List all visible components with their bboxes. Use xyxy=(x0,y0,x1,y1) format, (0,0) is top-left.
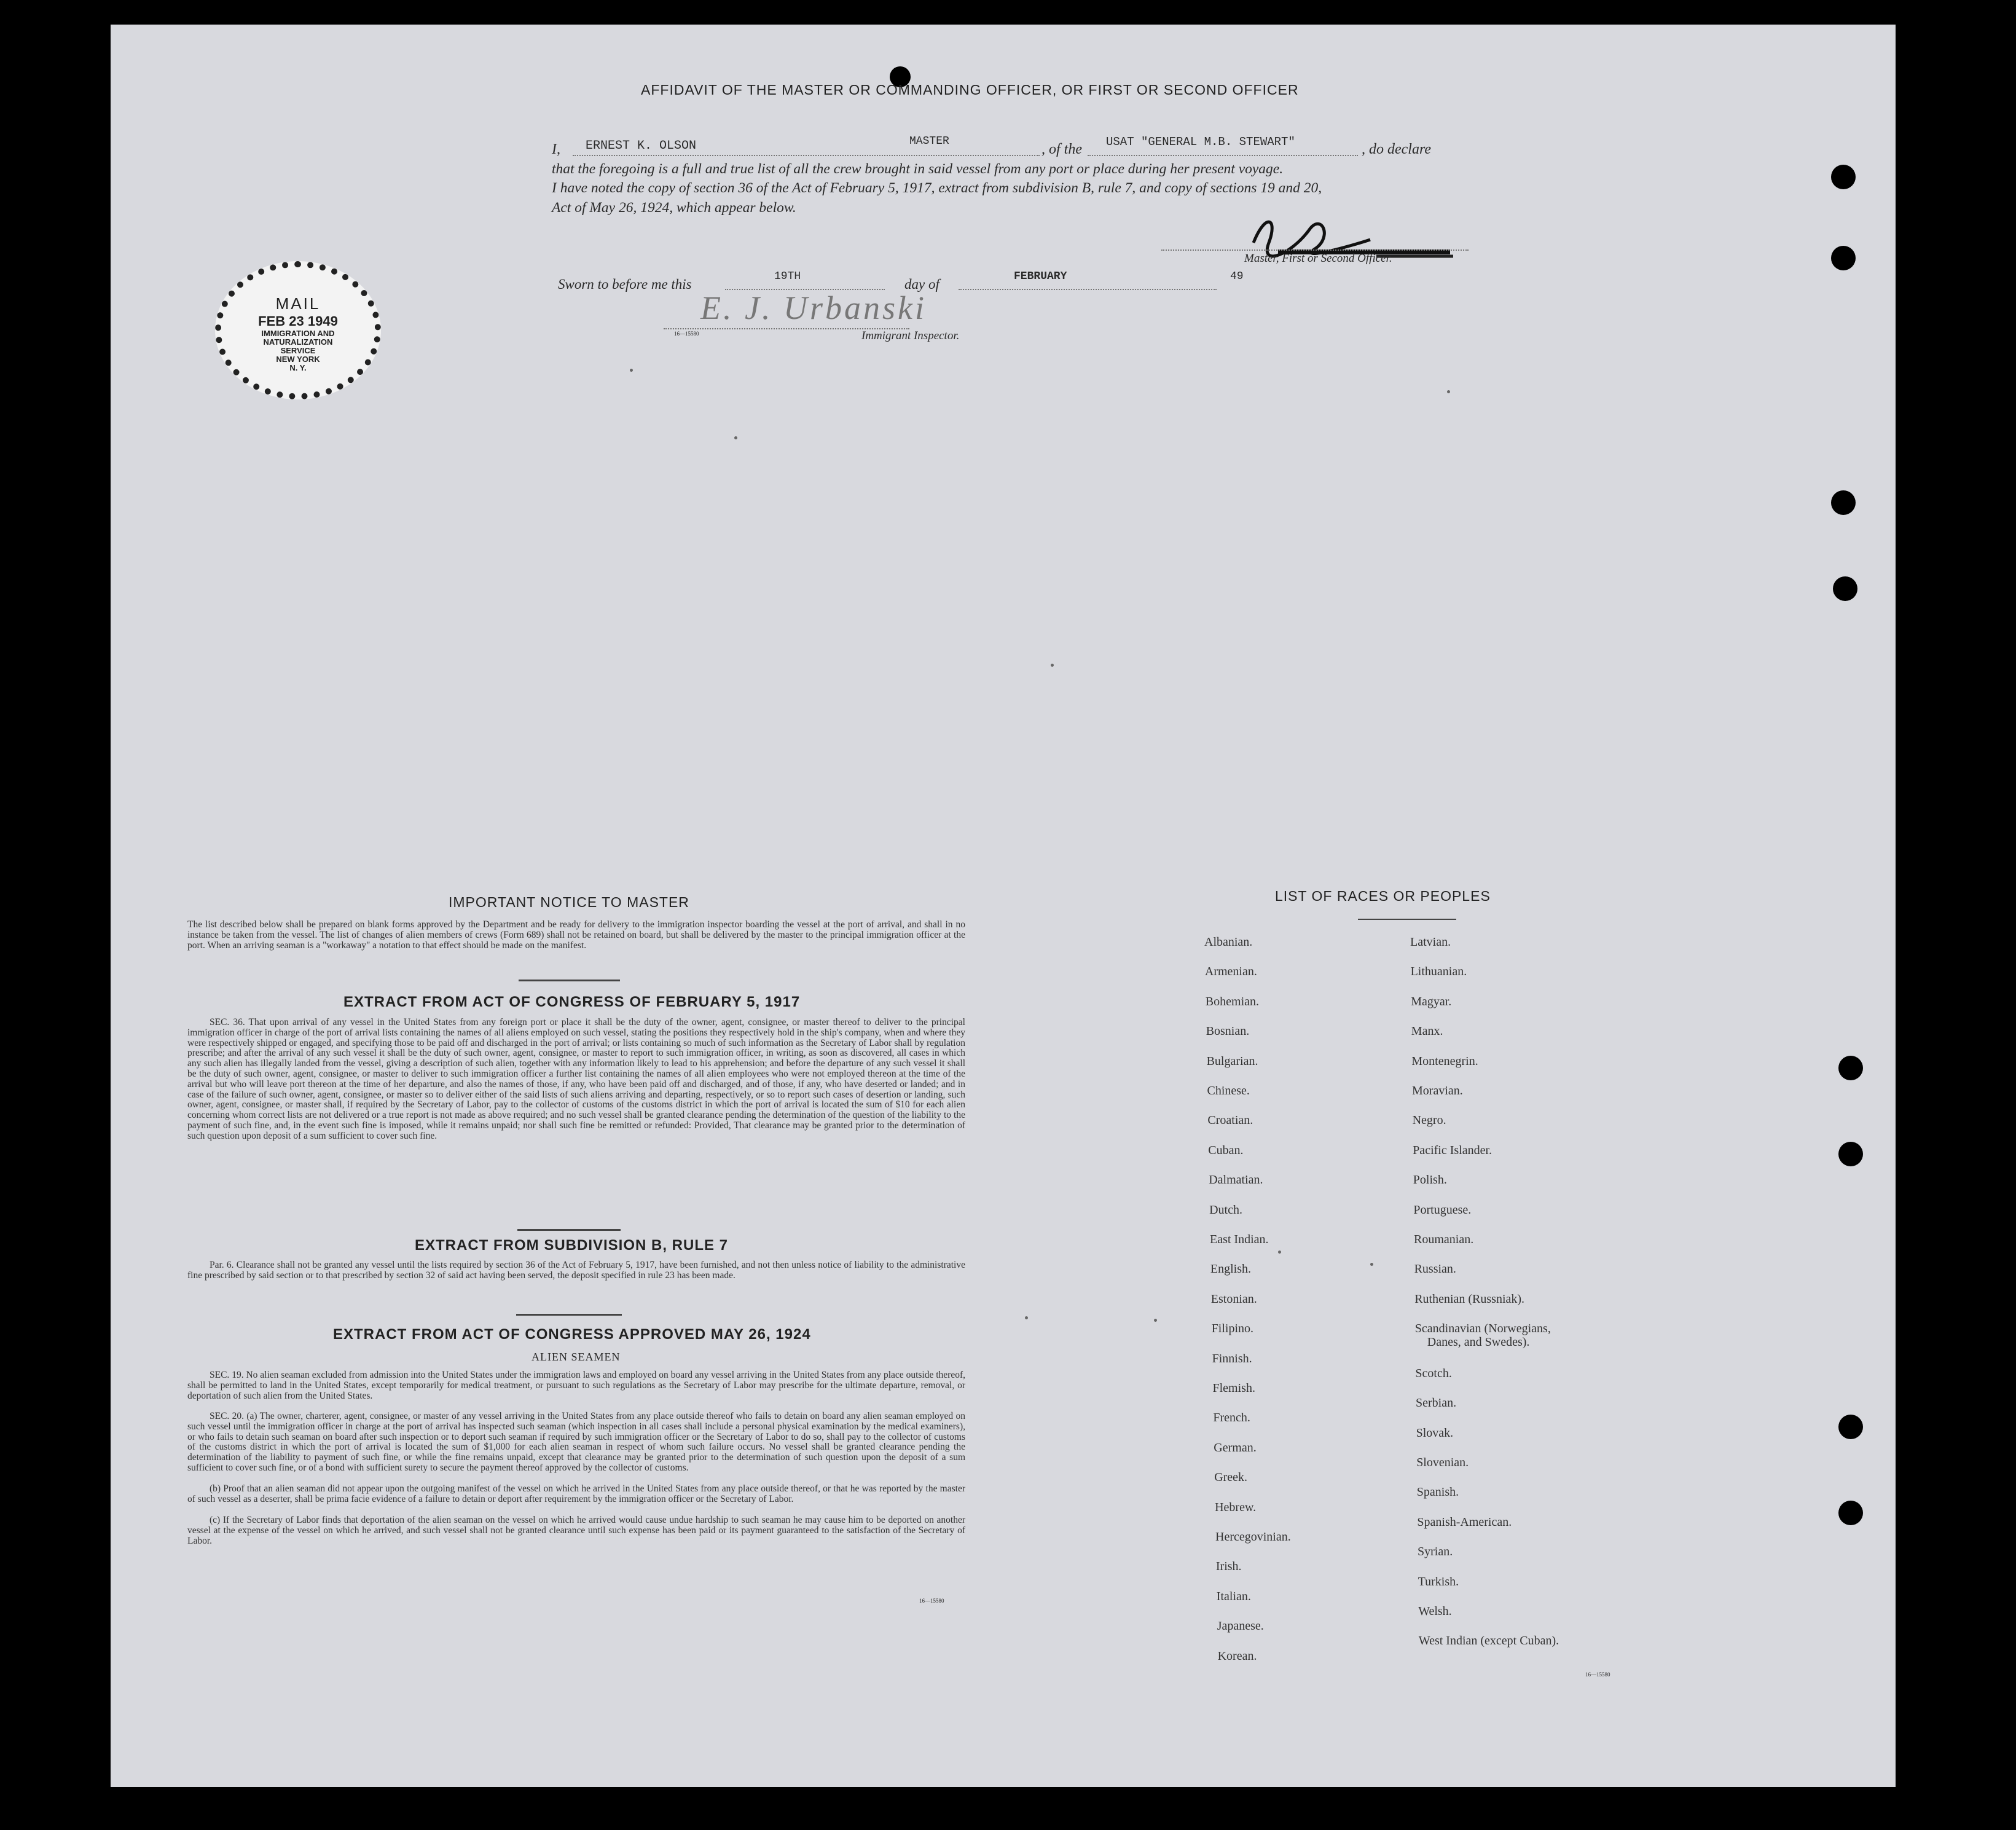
speck xyxy=(734,436,737,439)
sworn-month: FEBRUARY xyxy=(1014,270,1067,283)
race-item: Finnish. xyxy=(1212,1351,1252,1365)
extract-1917-title: EXTRACT FROM ACT OF CONGRESS OF FEBRUARY 5, 1917 xyxy=(343,994,801,1010)
speck xyxy=(1447,390,1450,393)
race-item: German. xyxy=(1214,1440,1257,1455)
sworn-day: 19TH xyxy=(774,270,801,283)
speck xyxy=(1154,1319,1157,1322)
race-item: English. xyxy=(1210,1262,1252,1276)
affidavit-line-2: that the foregoing is a full and true list of all the crew brought in said vessel from any port or place during her present voyage. xyxy=(552,161,1284,177)
affidavit-line-4: Act of May 26, 1924, which appear below. xyxy=(552,200,796,216)
alien-seamen-subtitle: ALIEN SEAMEN xyxy=(531,1351,621,1363)
divider xyxy=(1358,919,1456,920)
name-dotted-line xyxy=(573,155,1040,156)
race-item: French. xyxy=(1213,1411,1250,1425)
race-item: Hercegovinian. xyxy=(1215,1530,1291,1544)
race-item: Spanish. xyxy=(1416,1485,1459,1499)
punch-hole xyxy=(1831,490,1856,515)
day-of-label: day of xyxy=(904,277,939,292)
race-item: Manx. xyxy=(1411,1024,1443,1039)
of-the-label: , of the xyxy=(1041,141,1082,157)
race-item: Spanish-American. xyxy=(1417,1515,1512,1529)
affidavit-title: AFFIDAVIT OF THE MASTER OR COMMANDING OFFICER, OR FIRST OR SECOND OFFICER xyxy=(641,82,1299,98)
declare-label: , do declare xyxy=(1362,141,1432,157)
race-item: Syrian. xyxy=(1418,1545,1453,1559)
punch-hole xyxy=(1831,165,1856,189)
mail-received-stamp xyxy=(215,261,381,399)
extract-1917-text: SEC. 36. That upon arrival of any vessel in the United States from any foreign port or place it shall be the duty of the owner, agent, consignee, or master thereof to deliver to the principal immigration officer in charge of the port of arrival lists containing the names of all aliens employed on such vessel, stating the positions they respectively hold in the ship's company, when and where they were respectively shipped or engaged, and specifying those to be paid off and discharged in the port of arrival; or lists containing so much of such information as the Secretary of Labor shall by regulation prescribe; and after the arrival of any such vessel it shall be the duty of such owner, agent, consignee, or master to report to such immigration officer, in writing, as soon as discovered, all cases in which any such alien has illegally landed from the vessel, giving a description of such alien, together with any information likely to lead to his apprehension; and before the departure of any such vessel it shall be the duty of such owner, agent, consignee, or master to deliver to such immigration officer a further list containing the names of all alien employees who were not employed thereon at the time of the arrival but who will leave port thereon at the time of her departure, and also the names of those, if any, who have been paid off and discharged, and of those, if any, who have deserted or landed; and in case of the failure of such owner, agent, consignee, or master so to deliver either of the said lists of such aliens arriving and departing, respectively, or so to report such cases of desertion or landing, such owner, agent, consignee, or master shall, if required by the Secretary of Labor, pay to the collector of customs of the customs district in which the port of arrival is located the sum of $10 for each alien concerning whom correct lists are not delivered or a true report is not made as above required; and no such vessel shall be granted clearance pending the determination of the question of the liability to the payment of such fine, and, in the event such fine is imposed, while it remains unpaid; nor shall such fine be remitted or refunded: Provided, That clearance may be granted prior to the determination of such question upon deposit of a sum sufficient to cover such fine. xyxy=(187,1017,965,1141)
race-item: West Indian (except Cuban). xyxy=(1418,1634,1559,1648)
race-item: Turkish. xyxy=(1418,1574,1459,1588)
extract-rule7-title: EXTRACT FROM SUBDIVISION B, RULE 7 xyxy=(415,1237,729,1254)
punch-hole xyxy=(1838,1415,1863,1439)
inspector-form-number: 16—15580 xyxy=(674,331,699,337)
race-item: Hebrew. xyxy=(1215,1500,1257,1514)
punch-hole xyxy=(1838,1501,1863,1525)
speck xyxy=(1370,1263,1373,1266)
race-item: Latvian. xyxy=(1410,935,1451,949)
race-item: Armenian. xyxy=(1204,965,1257,979)
race-item: Bosnian. xyxy=(1206,1024,1250,1039)
divider xyxy=(516,1314,622,1316)
race-item: Moravian. xyxy=(1412,1084,1463,1098)
race-item: Slovak. xyxy=(1416,1426,1454,1440)
race-item: Bulgarian. xyxy=(1206,1054,1258,1068)
stamp-agency: IMMIGRATION AND NATURALIZATION SERVICE xyxy=(261,329,335,355)
stamp-mail: MAIL xyxy=(275,294,321,313)
race-item: Japanese. xyxy=(1217,1619,1264,1633)
inspector-signature: E. J. Urbanski xyxy=(700,289,927,326)
race-item: Korean. xyxy=(1217,1649,1257,1663)
race-item: Dutch. xyxy=(1209,1203,1242,1217)
month-dotted-line xyxy=(959,289,1217,290)
punch-hole xyxy=(1831,246,1856,270)
sec-19-text: SEC. 19. No alien seaman excluded from admission into the United States under the immigration laws and employed on board any vessel arriving in the United States from any place outside thereof, shall be permitted to land in the United States, except temporarily for medical treatment, or pursuant to such regulations as the Secretary of Labor may prescribe for the ultimate departure, removal, or deportation of such alien from the United States. xyxy=(187,1370,965,1401)
inspector-caption: Immigrant Inspector. xyxy=(861,329,960,342)
race-item: Croatian. xyxy=(1207,1113,1253,1128)
stamp-city: NEW YORK xyxy=(276,355,320,364)
sec-20c-text: (c) If the Secretary of Labor finds that deportation of the alien seaman on the vessel on which he arrived would cause undue hardship to such seaman he may cause him to be deported on another vessel at the expense of the vessel on which he arrived, and such vessel shall not be granted clearance until such expense has been paid or its payment guaranteed to the satisfaction of the Secretary of Labor. xyxy=(187,1515,965,1546)
officer-name: ERNEST K. OLSON xyxy=(586,139,697,153)
extract-rule7-text: Par. 6. Clearance shall not be granted any vessel until the lists required by section 36 of the Act of February 5, 1917, have been furnished, and not then unless notice of liability to the administrative fine prescribed by said section or to that prescribed by section 32 of said act having been served, the deposit specified in rule 23 has been made. xyxy=(187,1260,965,1281)
divider xyxy=(519,980,620,981)
notice-text: The list described below shall be prepared on blank forms approved by the Department and be ready for delivery to the immigration inspector boarding the vessel at the port of arrival, and shall in no instance be taken from the vessel. The list of changes of alien members of crews (Form 689) shall not be retained on board, but shall be delivered by the master to the principal immigration officer at the port. When an arriving seaman is a "workaway" a notation to that effect should be made on the manifest. xyxy=(187,919,965,951)
race-item: Bohemian. xyxy=(1205,994,1260,1008)
divider xyxy=(517,1229,621,1231)
race-item: Ruthenian (Russniak). xyxy=(1414,1292,1525,1306)
race-item: Scandinavian (Norwegians, Danes, and Swedes). xyxy=(1414,1322,1551,1349)
race-item: Polish. xyxy=(1413,1173,1447,1187)
race-item: Slovenian. xyxy=(1416,1456,1469,1469)
sec-20b-text: (b) Proof that an alien seaman did not appear upon the outgoing manifest of the vessel on which he arrived in the United States from any place outside thereof, or that he was reported by the master of such vessel as a deserter, shall be prima facie evidence of a failure to detain or deport after requirement by the immigration officer or the Secretary of Labor. xyxy=(187,1483,965,1504)
race-item: Chinese. xyxy=(1207,1084,1250,1098)
master-caption: Master, First or Second Officer. xyxy=(1244,252,1392,265)
document-page xyxy=(111,25,1896,1787)
race-item: Cuban. xyxy=(1208,1143,1244,1157)
speck xyxy=(630,369,633,372)
affidavit-line-3: I have noted the copy of section 36 of the Act of February 5, 1917, extract from subdivision B, rule 7, and copy of sections 19 and 20, xyxy=(552,180,1322,196)
sworn-label: Sworn to before me this xyxy=(558,277,692,292)
signature-dotted-line xyxy=(1161,249,1469,251)
race-item: Irish. xyxy=(1215,1560,1242,1574)
race-item: Russian. xyxy=(1414,1262,1456,1276)
speck xyxy=(1025,1316,1028,1319)
affidavit-i-label: I, xyxy=(552,141,560,157)
race-item: Albanian. xyxy=(1204,935,1253,949)
sec-20a-text: SEC. 20. (a) The owner, charterer, agent, consignee, or master of any vessel arriving in the United States from any place outside thereof who fails to detain on board any alien seaman employed on such vessel until the immigration officer in charge at the port of arrival has inspected such seaman (which inspection in all cases shall include a personal physical examination by the medical examiners), or who fails to detain such seaman on board after such inspection or to deport such seaman if required by such immigration officer or the Secretary of Labor to do so, shall pay to the collector of customs of the customs district in which the port of arrival is located the sum of $1,000 for each alien seaman in respect of whom such failure occurs. No vessel shall be granted clearance pending the determination of the liability to payment of such fine, or while the fine remains unpaid, except that clearance may be granted prior to the determination of such question upon the deposit of a sum sufficient to cover such fine, or of a bond with sufficient surety to secure the payment thereof approved by the collector of customs. xyxy=(187,1411,965,1473)
race-item: Negro. xyxy=(1412,1113,1446,1128)
speck xyxy=(1278,1251,1281,1254)
punch-hole xyxy=(1838,1142,1863,1166)
race-item: Greek. xyxy=(1214,1471,1248,1485)
race-item: Pacific Islander. xyxy=(1413,1143,1492,1157)
punch-hole xyxy=(1833,576,1857,601)
extract-1924-title: EXTRACT FROM ACT OF CONGRESS APPROVED MAY 26, 1924 xyxy=(333,1326,811,1343)
race-item: Dalmatian. xyxy=(1209,1173,1263,1187)
races-title: LIST OF RACES OR PEOPLES xyxy=(1275,888,1491,904)
sworn-year: 49 xyxy=(1230,270,1244,283)
officer-rank: MASTER xyxy=(909,135,949,147)
race-item: Filipino. xyxy=(1211,1322,1254,1336)
stamp-date: FEB 23 1949 xyxy=(258,313,338,329)
races-form-number: 16—15580 xyxy=(1585,1671,1610,1678)
vessel-dotted-line xyxy=(1088,155,1358,156)
race-item: Flemish. xyxy=(1212,1381,1255,1395)
race-item: Estonian. xyxy=(1210,1292,1257,1306)
notice-title: IMPORTANT NOTICE TO MASTER xyxy=(449,894,689,910)
race-item: Roumanian. xyxy=(1414,1233,1474,1246)
race-item: Montenegrin. xyxy=(1411,1054,1478,1068)
race-item: Magyar. xyxy=(1411,994,1452,1008)
race-item: Lithuanian. xyxy=(1410,965,1467,979)
race-item: Serbian. xyxy=(1416,1396,1457,1410)
race-item: Welsh. xyxy=(1418,1604,1452,1618)
race-item: Portuguese. xyxy=(1413,1203,1472,1217)
race-item: East Indian. xyxy=(1210,1233,1269,1246)
race-item: Italian. xyxy=(1216,1589,1251,1603)
stamp-state: N. Y. xyxy=(289,363,307,372)
speck xyxy=(1051,664,1054,667)
race-item: Scotch. xyxy=(1415,1366,1452,1380)
extract-form-number: 16—15580 xyxy=(919,1598,944,1604)
punch-hole xyxy=(1838,1056,1863,1080)
vessel-name: USAT "GENERAL M.B. STEWART" xyxy=(1106,135,1295,149)
